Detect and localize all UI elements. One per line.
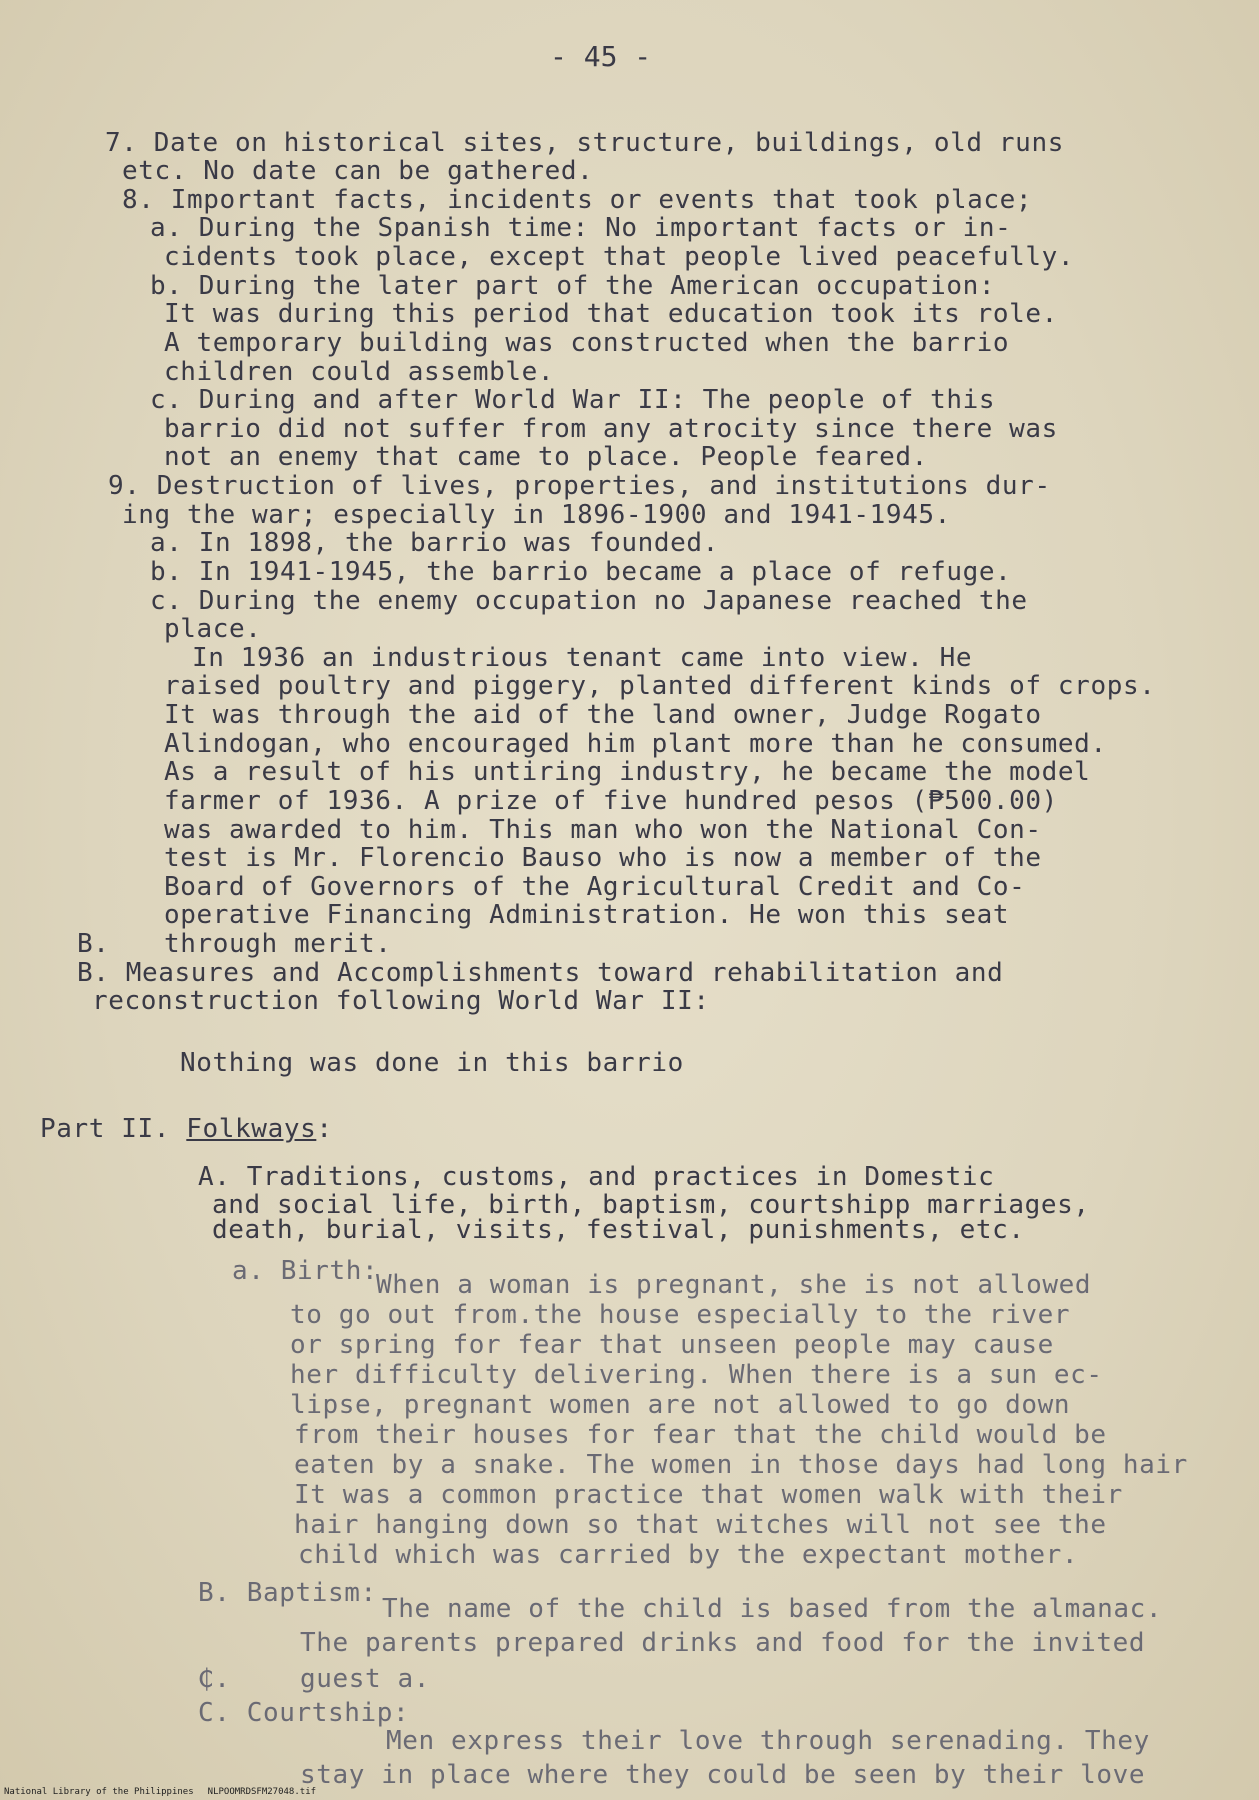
- footer-file: NLPOOMRDSFM27048.tif: [207, 1787, 317, 1797]
- text-line: child which was carried by the expectant mother.: [298, 1540, 1079, 1570]
- text-line: through merit.: [164, 929, 392, 959]
- text-line: It was through the aid of the land owner, Judge Rogato: [164, 700, 1042, 730]
- text-line: test is Mr. Florencio Bauso who is now a member of the: [164, 843, 1042, 873]
- text-line: Alindogan, who encouraged him plant more than he consumed.: [164, 729, 1107, 759]
- part-label: Part II.: [40, 1114, 171, 1144]
- text-line: 8. Important facts, incidents or events that took place;: [122, 185, 1033, 215]
- text-line: lipse, pregnant women are not allowed to go down: [290, 1390, 1071, 1420]
- text-line: a. In 1898, the barrio was founded.: [150, 528, 719, 558]
- section-heading: reconstruction following World War II:: [92, 986, 710, 1016]
- text-line: The parents prepared drinks and food for the invited: [300, 1628, 1146, 1658]
- scan-footer: [4, 1787, 330, 1798]
- text-line: c. During and after World War II: The people of this: [150, 385, 996, 415]
- text-line: etc. No date can be gathered.: [122, 156, 594, 186]
- text-line: a. During the Spanish time: No important facts or in-: [150, 213, 1012, 243]
- text-line: It was a common practice that women walk with their: [294, 1480, 1123, 1510]
- part-heading: [40, 1114, 333, 1144]
- text-line: from their houses for fear that the child would be: [294, 1420, 1107, 1450]
- text-line: b. During the later part of the American occupation:: [150, 271, 996, 301]
- text-line: guest a.: [300, 1664, 431, 1694]
- text-line: It was during this period that education took its role.: [164, 299, 1058, 329]
- part-title: Folkways: [186, 1114, 317, 1144]
- text-line: As a result of his untiring industry, he became the model: [164, 757, 1091, 787]
- text-line: 7. Date on historical sites, structure, buildings, old runs: [105, 128, 1064, 158]
- text-line: farmer of 1936. A prize of five hundred pesos (₱500.00): [164, 786, 1058, 816]
- text-line: hair hanging down so that witches will not see the: [294, 1510, 1107, 1540]
- text-line: raised poultry and piggery, planted different kinds of crops.: [164, 671, 1156, 701]
- text-line: a. Birth:: [232, 1256, 379, 1286]
- margin-mark-c: ₵.: [198, 1664, 231, 1694]
- text-line: operative Financing Administration. He won this seat: [164, 900, 1010, 930]
- text-line: In 1936 an industrious tenant came into view. He: [192, 643, 973, 673]
- text-line: A temporary building was constructed when the barrio: [164, 328, 1010, 358]
- text-line: b. In 1941-1945, the barrio became a place of refuge.: [150, 557, 1012, 587]
- text-line: her difficulty delivering. When there is a sun ec-: [290, 1360, 1103, 1390]
- page-number: - 45 -: [550, 40, 652, 73]
- text-line: c. During the enemy occupation no Japanese reached the: [150, 586, 1028, 616]
- text-line: death, burial, visits, festival, punishments, etc.: [212, 1215, 1025, 1245]
- text-line: barrio did not suffer from any atrocity since there was: [164, 414, 1058, 444]
- section-heading: B. Measures and Accomplishments toward rehabilitation and: [77, 958, 1004, 988]
- footer-library: National Library of the Philippines: [4, 1787, 194, 1797]
- subsection-heading: B. Baptism:: [198, 1578, 377, 1608]
- text-line: or spring for fear that unseen people may cause: [290, 1330, 1054, 1360]
- text-line: eaten by a snake. The women in those days had long hair: [294, 1450, 1188, 1480]
- text-line: The name of the child is based from the almanac.: [382, 1594, 1163, 1624]
- text-line: was awarded to him. This man who won the National Con-: [164, 815, 1042, 845]
- text-line: and social life, birth, baptism, courtshipp marriages,: [212, 1190, 1090, 1220]
- text-line: stay in place where they could be seen by their love: [300, 1760, 1146, 1790]
- text-line: Nothing was done in this barrio: [180, 1048, 684, 1078]
- part-suffix: :: [316, 1114, 333, 1144]
- text-line: 9. Destruction of lives, properties, and institutions dur-: [108, 471, 1051, 501]
- text-line: Men express their love through serenading. They: [386, 1726, 1150, 1756]
- text-line: When a woman is pregnant, she is not allowed: [376, 1270, 1092, 1300]
- text-line: place.: [164, 614, 262, 644]
- text-line: cidents took place, except that people lived peacefully.: [164, 242, 1075, 272]
- text-line: Board of Governors of the Agricultural Credit and Co-: [164, 872, 1026, 902]
- text-line: to go out from.the house especially to the river: [290, 1300, 1071, 1330]
- text-line: ing the war; especially in 1896-1900 and 1941-1945.: [122, 500, 951, 530]
- text-line: not an enemy that came to place. People feared.: [164, 442, 928, 472]
- margin-mark-b: B.: [77, 929, 110, 959]
- subsection-heading: C. Courtship:: [198, 1698, 410, 1728]
- text-line: A. Traditions, customs, and practices in Domestic: [198, 1162, 995, 1192]
- text-line: children could assemble.: [164, 357, 555, 387]
